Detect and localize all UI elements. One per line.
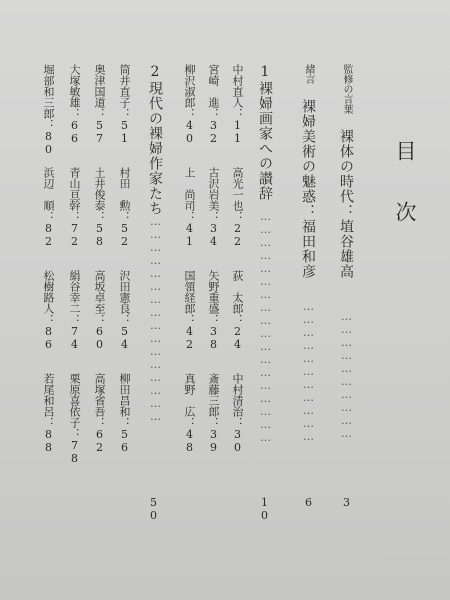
- artist-entry[interactable]: 大塚敏雄：66: [68, 64, 81, 145]
- artist-entry[interactable]: 中村清治：30: [231, 373, 244, 454]
- artist-column-7: [43, 64, 54, 454]
- dot-leader: …………………………………………: [149, 215, 162, 423]
- section-heading: 裸婦美術の魅惑：福田和彦: [300, 99, 316, 279]
- artist-column-1: [232, 64, 243, 454]
- section-page: 10: [258, 496, 271, 522]
- section-prefix: 緒言: [303, 64, 314, 84]
- artist-entry[interactable]: 矢野重盛：38: [207, 270, 220, 351]
- artist-entry[interactable]: 筒井直子：51: [118, 64, 131, 145]
- page-title: 目次: [393, 140, 417, 262]
- toc-section-foreword[interactable]: [339, 64, 353, 279]
- artist-column-3: [184, 64, 195, 454]
- dot-leader: …………………………: [340, 310, 353, 440]
- artist-entry[interactable]: 中村直人：11: [231, 64, 244, 145]
- artist-entry[interactable]: 真野 広：48: [183, 373, 196, 454]
- artist-entry[interactable]: 古沢岩美：34: [207, 167, 220, 248]
- section-heading: 2現代の裸婦作家たち: [147, 64, 163, 216]
- artist-entry[interactable]: 柳田昌和：56: [118, 373, 131, 454]
- artist-entry[interactable]: 村田 勲：52: [118, 167, 131, 248]
- dot-leader: ……………………………: [302, 300, 315, 443]
- artist-entry[interactable]: 栗原喜依子：78: [68, 373, 81, 465]
- artist-entry[interactable]: 荻 太郎：24: [231, 270, 244, 351]
- artist-entry[interactable]: 若尾和呂：88: [42, 373, 55, 454]
- artist-entry[interactable]: 宮崎 進：32: [207, 64, 220, 145]
- artist-entry[interactable]: 国領経郎：42: [183, 270, 196, 351]
- toc-section-1[interactable]: [258, 64, 272, 201]
- section-heading: 1裸婦画家への讃辞: [257, 64, 273, 201]
- artist-entry[interactable]: 絹谷幸二：74: [68, 270, 81, 351]
- section-page: 50: [147, 496, 160, 522]
- section-prefix: 監修の言葉: [341, 64, 352, 114]
- artist-entry[interactable]: 奥津国道：57: [93, 64, 106, 145]
- section-heading: 裸体の時代：埴谷雄高: [338, 129, 354, 279]
- dot-leader: ………………………………………………: [259, 210, 272, 444]
- artist-entry[interactable]: 高塚省吾：62: [93, 373, 106, 454]
- artist-entry[interactable]: 高坂卓至：60: [93, 270, 106, 351]
- toc-section-intro[interactable]: [301, 64, 315, 279]
- section-page: 6: [302, 496, 315, 509]
- artist-entry[interactable]: 高光一也：22: [231, 167, 244, 248]
- artist-column-4: [119, 64, 130, 454]
- artist-entry[interactable]: 上 尚司：41: [183, 167, 196, 248]
- artist-entry[interactable]: 土井俊泰：58: [93, 167, 106, 248]
- artist-entry[interactable]: 柳沢淑郎：40: [183, 64, 196, 145]
- artist-entry[interactable]: 沢田憲良：54: [118, 270, 131, 351]
- artist-entry[interactable]: 青山亘幹：72: [68, 167, 81, 248]
- artist-entry[interactable]: 堀部和三郎：80: [42, 64, 55, 156]
- artist-entry[interactable]: 浜辺 順：82: [42, 167, 55, 248]
- toc-section-2[interactable]: [148, 64, 162, 216]
- artist-column-6: [69, 64, 80, 465]
- artist-entry[interactable]: 松樹路人：86: [42, 270, 55, 351]
- artist-entry[interactable]: 斎藤三郎：39: [207, 373, 220, 454]
- section-page: 3: [340, 496, 353, 509]
- artist-column-2: [208, 64, 219, 454]
- artist-column-5: [94, 64, 105, 454]
